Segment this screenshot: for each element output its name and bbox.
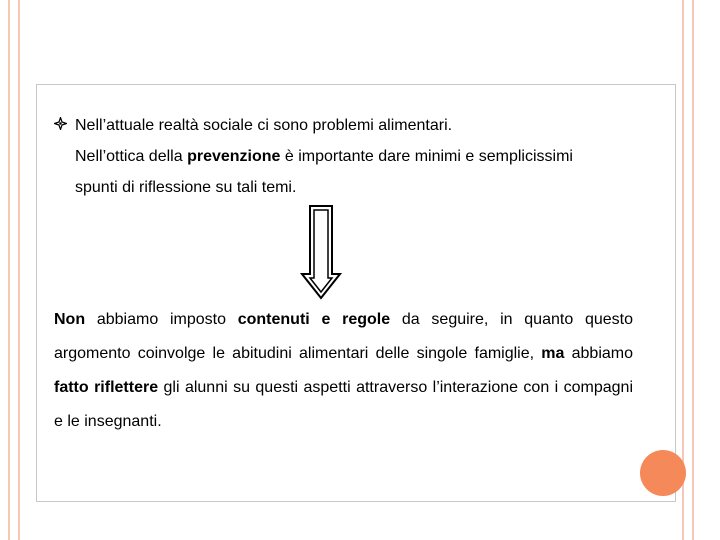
intro-line-2-text: Nell’ottica della — [75, 148, 188, 165]
main-text-1: abbiamo imposto — [85, 311, 238, 328]
intro-paragraph — [54, 110, 654, 203]
main-paragraph — [54, 303, 633, 439]
intro-line-3: spunti di riflessione su tali temi. — [75, 179, 297, 196]
right-decorative-border — [682, 0, 694, 540]
prevenzione-keyword: prevenzione — [187, 148, 281, 165]
main-text-5: gli alunni su questi aspetti attraverso l’interazione con i compagni e le insegnanti. — [54, 379, 634, 430]
diamond-bullet-icon — [54, 110, 68, 141]
regole-keyword: e regole — [321, 311, 391, 328]
non-keyword: Non — [54, 311, 86, 328]
intro-line-2-tail: è importante dare minimi e semplicissimi — [280, 148, 573, 165]
ma-keyword: ma — [541, 345, 565, 362]
down-arrow-icon — [300, 204, 342, 305]
intro-line-1-text: Nell’attuale realtà sociale ci sono problemi alimentari. — [75, 117, 453, 134]
fatto-riflettere-keyword: fatto riflettere — [54, 379, 159, 396]
contenuti-keyword: contenuti — [237, 311, 310, 328]
intro-line-1 — [54, 110, 654, 141]
main-text-2 — [310, 311, 322, 328]
orange-circle-decoration — [640, 450, 686, 496]
left-decorative-border — [8, 0, 20, 540]
intro-line-2 — [54, 141, 654, 172]
main-text-4: abbiamo — [564, 345, 633, 362]
main-text-3: da seguire, in quanto questo argomento coinvolge le abitudini alimentari delle singole famiglie, — [54, 311, 633, 362]
